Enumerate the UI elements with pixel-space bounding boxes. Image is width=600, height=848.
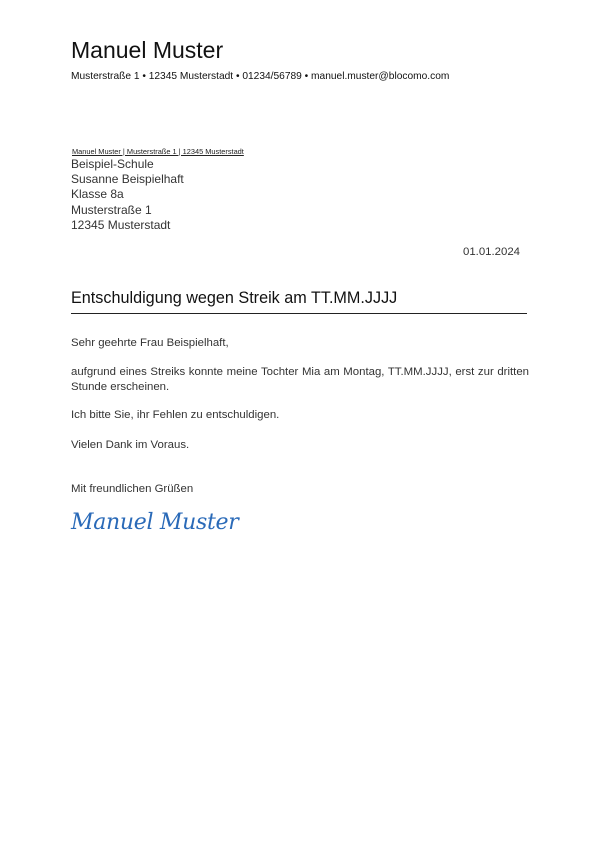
subject-divider <box>71 313 527 314</box>
sender-contact-line: Musterstraße 1 • 12345 Musterstadt • 01234/56789 • manuel.muster@blocomo.com <box>71 71 450 82</box>
letter-date: 01.01.2024 <box>462 246 520 258</box>
sender-name: Manuel Muster <box>71 37 224 63</box>
body-paragraph-2: Ich bitte Sie, ihr Fehlen zu entschuldigen. <box>71 409 280 421</box>
recipient-line-school: Beispiel-Schule <box>71 157 154 171</box>
recipient-line-street: Musterstraße 1 <box>71 202 152 217</box>
recipient-line-name: Susanne Beispielhaft <box>71 172 184 187</box>
salutation: Sehr geehrte Frau Beispielhaft, <box>71 337 229 349</box>
letter-subject: Entschuldigung wegen Streik am TT.MM.JJJJ <box>71 289 398 307</box>
recipient-line-class: Klasse 8a <box>71 187 124 202</box>
body-paragraph-3: Vielen Dank im Voraus. <box>71 439 190 451</box>
return-address-line: Manuel Muster | Musterstraße 1 | 12345 Musterstadt <box>72 147 244 156</box>
signature: Manuel Muster <box>71 510 239 535</box>
body-paragraph-1: aufgrund eines Streiks konnte meine Tochter Mia am Montag, TT.MM.JJJJ, erst zur dritten Stunde erscheinen. <box>71 366 529 393</box>
recipient-line-city: 12345 Musterstadt <box>71 217 171 232</box>
recipient-address-block <box>71 157 184 233</box>
closing-phrase: Mit freundlichen Grüßen <box>71 483 194 495</box>
